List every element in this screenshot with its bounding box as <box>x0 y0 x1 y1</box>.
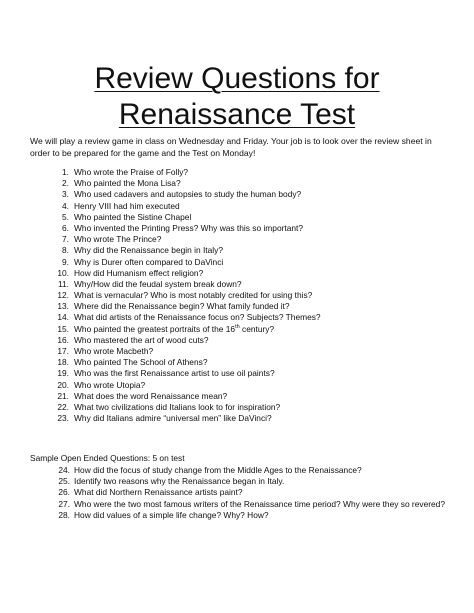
question-number: 4. <box>62 200 69 211</box>
question-text: Who wrote Utopia? <box>74 379 146 390</box>
question-number: 15. <box>57 323 69 334</box>
question-text: Who painted the Sistine Chapel <box>74 211 192 222</box>
question-text: Who painted the Mona Lisa? <box>74 178 181 189</box>
question-number: 16. <box>57 334 69 345</box>
page-title-line-1: Review Questions for <box>94 62 380 95</box>
question-text: How did values of a simple life change? Why? How? <box>74 509 269 520</box>
question-number: 26. <box>58 487 70 498</box>
list-item <box>54 223 434 234</box>
list-item <box>54 245 434 256</box>
question-number: 27. <box>58 498 70 509</box>
list-item <box>52 487 452 498</box>
question-text: Who wrote the Praise of Folly? <box>74 167 189 177</box>
question-number: 22. <box>57 401 69 412</box>
question-number: 17. <box>57 346 69 356</box>
list-item <box>54 279 434 290</box>
question-number: 24. <box>58 465 70 475</box>
list-item <box>54 201 434 212</box>
question-text <box>74 324 274 335</box>
question-text: Who were the two most famous writers of the Renaissance time period? Why were they so revered? <box>74 498 445 509</box>
question-number: 18. <box>57 357 69 368</box>
list-item <box>54 212 434 223</box>
question-number: 23. <box>57 413 69 424</box>
question-number: 11. <box>57 278 69 289</box>
question-text: Why did Italians admire “universal men” like DaVinci? <box>74 413 272 424</box>
question-number: 9. <box>62 256 69 267</box>
question-number: 19. <box>57 368 69 379</box>
open-ended-question-list <box>52 465 452 521</box>
page-title-line-2: Renaissance Test <box>118 98 356 131</box>
list-item <box>54 335 434 346</box>
question-text-before: Who painted the greatest portraits of the 16 <box>74 323 236 334</box>
list-item <box>54 234 434 245</box>
question-number: 20. <box>57 379 69 390</box>
list-item <box>54 268 434 279</box>
question-text: Why is Durer often compared to DaVinci <box>74 256 224 267</box>
question-text: Why did the Renaissance begin in Italy? <box>74 245 223 256</box>
question-number: 10. <box>57 267 69 278</box>
list-item <box>54 189 434 200</box>
question-text: What is vernacular? Who is most notably credited for using this? <box>74 290 313 301</box>
question-text: What did Northern Renaissance artists paint? <box>74 487 243 498</box>
question-text-after: century? <box>239 323 275 334</box>
list-item <box>54 380 434 391</box>
question-text: Who invented the Printing Press? Why was this so important? <box>74 222 304 233</box>
review-question-list <box>54 167 434 424</box>
question-number: 2. <box>62 178 69 189</box>
question-text: Henry VIII had him executed <box>74 200 180 211</box>
question-text: Who painted The School of Athens? <box>74 357 208 368</box>
question-text: Who was the first Renaissance artist to use oil paints? <box>74 368 275 379</box>
list-item <box>54 346 434 357</box>
question-number: 6. <box>62 222 69 233</box>
list-item <box>54 391 434 402</box>
question-text: What did artists of the Renaissance focus on? Subjects? Themes? <box>74 312 321 323</box>
open-ended-heading: Sample Open Ended Questions: 5 on test <box>30 453 185 463</box>
question-number: 14. <box>57 312 69 323</box>
list-item <box>54 290 434 301</box>
question-number: 7. <box>62 234 69 245</box>
question-text: Identify two reasons why the Renaissance began in Italy. <box>74 476 285 487</box>
question-number: 1. <box>62 167 69 177</box>
question-number: 28. <box>58 509 70 520</box>
question-text: How did the focus of study change from the Middle Ages to the Renaissance? <box>74 465 362 475</box>
list-item <box>54 368 434 379</box>
question-number: 3. <box>62 189 69 200</box>
question-number: 5. <box>62 211 69 222</box>
list-item <box>54 167 434 178</box>
list-item <box>54 402 434 413</box>
list-item <box>54 312 434 323</box>
question-text: What two civilizations did Italians look to for inspiration? <box>74 401 281 412</box>
question-text: Who used cadavers and autopsies to study the human body? <box>74 189 302 200</box>
list-item <box>54 178 434 189</box>
list-item <box>54 301 434 312</box>
list-item <box>54 413 434 424</box>
question-text: What does the word Renaissance mean? <box>74 390 228 401</box>
list-item <box>54 357 434 368</box>
question-text: How did Humanism effect religion? <box>74 267 204 278</box>
question-text: Who wrote Macbeth? <box>74 346 154 356</box>
question-text: Who wrote The Prince? <box>74 234 162 245</box>
ordinal-superscript: th <box>235 323 240 330</box>
question-number: 21. <box>57 390 69 401</box>
question-text: Where did the Renaissance begin? What family funded it? <box>74 301 290 312</box>
list-item <box>52 510 452 521</box>
question-text: Why/How did the feudal system break down? <box>74 278 242 289</box>
question-number: 12. <box>57 290 69 301</box>
list-item <box>54 257 434 268</box>
question-text: Who mastered the art of wood cuts? <box>74 334 209 345</box>
list-item <box>52 465 452 476</box>
question-number: 25. <box>58 476 70 487</box>
question-number: 13. <box>57 301 69 312</box>
list-item <box>54 324 434 335</box>
intro-paragraph: We will play a review game in class on Wednesday and Friday. Your job is to look over the review sheet in order to be prepared for the game and the Test on Monday! <box>30 136 432 158</box>
list-item <box>52 499 452 510</box>
question-number: 8. <box>62 245 69 256</box>
list-item <box>52 476 452 487</box>
